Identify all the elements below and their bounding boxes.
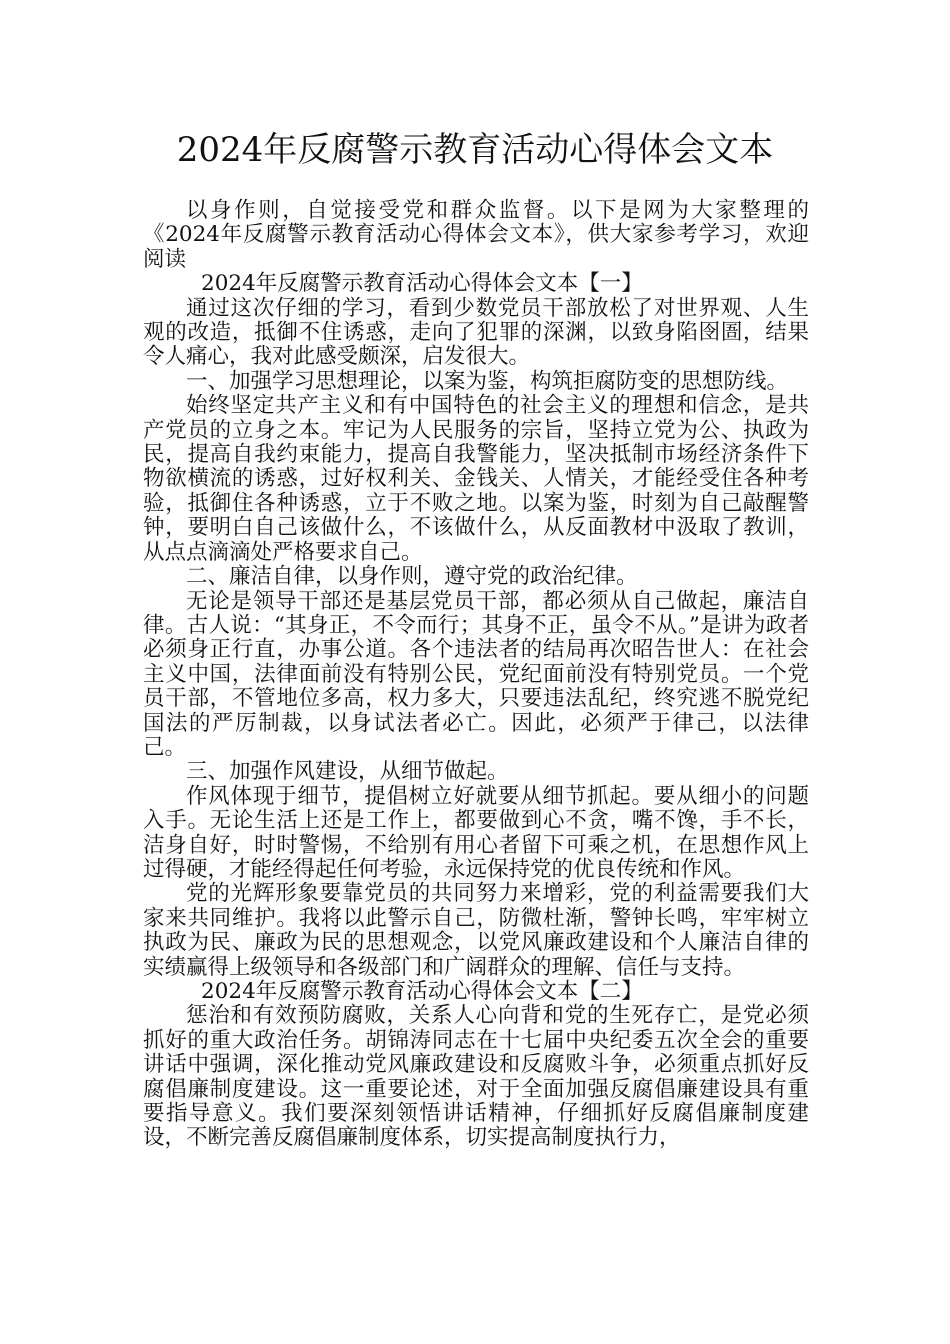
section-heading-1: 2024年反腐警示教育活动心得体会文本【一】 [201,271,643,297]
section-heading-2: 2024年反腐警示教育活动心得体会文本【二】 [201,979,643,1004]
document-title: 2024年反腐警示教育活动心得体会文本 [176,130,774,170]
body-paragraph: 作风体现于细节，提倡树立好就要从细节抓起。要从细小的问题入手。无论生活上还是工作上，都要做到心不贪，嘴不馋，手不长，洁身自好，时时警惕，不给别有用心者留下可乘之机，在思想作风上过得硬，才能经得起任何考验，永远保持党的优良传统和作风。 [143,783,809,882]
body-paragraph: 惩治和有效预防腐败，关系人心向背和党的生死存亡，是党必须抓好的重大政治任务。胡锦涛同志在十七届中央纪委五次全会的重要讲话中强调，深化推动党风廉政建设和反腐败斗争，必须重点抓好反腐倡廉制度建设。这一重要论述，对于全面加强反腐倡廉建设具有重要指导意义。我们要深刻领悟讲话精神，仔细抓好反腐倡廉制度建设，不断完善反腐倡廉制度体系，切实提高制度执行力， [143,1003,809,1151]
point-heading-2: 二、廉洁自律，以身作则，遵守党的政治纪律。 [186,564,638,590]
body-paragraph: 党的光辉形象要靠党员的共同努力来增彩，党的利益需要我们大家来共同维护。我将以此警示自己，防微杜渐，警钟长鸣，牢牢树立执政为民、廉政为民的思想观念，以党风廉政建设和个人廉洁自律的实绩赢得上级领导和各级部门和广阔群众的理解、信任与支持。 [143,881,809,980]
body-paragraph: 通过这次仔细的学习，看到少数党员干部放松了对世界观、人生观的改造，抵御不住诱惑，走向了犯罪的深渊，以致身陷囹圄，结果令人痛心，我对此感受颇深，启发很大。 [143,295,809,370]
document-body [143,199,809,1151]
body-paragraph: 无论是领导干部还是基层党员干部，都必须从自己做起，廉洁自律。古人说：“其身正，不令而行；其身不正，虽令不从。”是讲为政者必须身正行直，办事公道。各个违法者的结局再次昭告世人：在社会主义中国，法律面前没有特别公民，党纪面前没有特别党员。一个党员干部，不管地位多高，权力多大，只要违法乱纪，终究逃不脱党纪国法的严厉制裁，以身试法者必亡。因此，必须严于律己，以法律己。 [143,588,809,760]
intro-paragraph: 以身作则，自觉接受党和群众监督。以下是网为大家整理的《2024年反腐警示教育活动心得体会文本》，供大家参考学习，欢迎阅读 [143,198,809,272]
body-paragraph: 始终坚定共产主义和有中国特色的社会主义的理想和信念，是共产党员的立身之本。牢记为人民服务的宗旨，坚持立党为公、执政为民，提高自我约束能力，提高自我警能力，坚决抵制市场经济条件下物欲横流的诱惑，过好权利关、金钱关、人情关，才能经受住各种考验，抵御住各种诱惑，立于不败之地。以案为鉴，时刻为自己敲醒警钟，要明白自己该做什么，不该做什么，从反面教材中汲取了教训，从点点滴滴处严格要求自己。 [143,393,809,565]
point-heading-1: 一、加强学习思想理论，以案为鉴，构筑拒腐防变的思想防线。 [186,368,789,394]
point-heading-3: 三、加强作风建设，从细节做起。 [186,759,509,785]
